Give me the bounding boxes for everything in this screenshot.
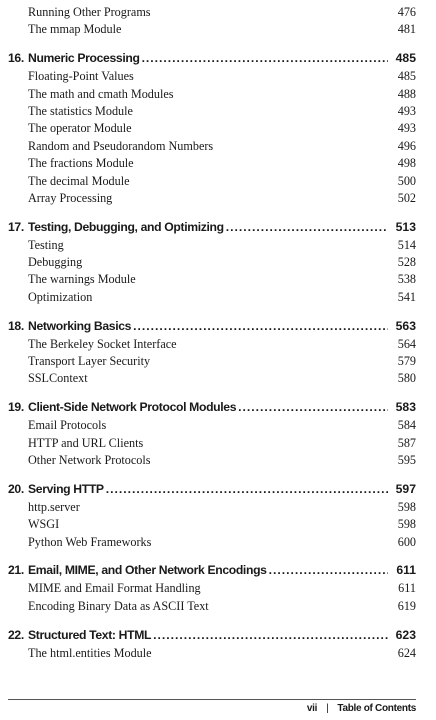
entry-title: Debugging bbox=[28, 255, 83, 270]
dot-leader bbox=[238, 397, 388, 417]
chapter-page-number: 563 bbox=[395, 318, 416, 333]
footer-page-number: vii bbox=[306, 703, 318, 714]
entry-page-number: 611 bbox=[398, 581, 416, 596]
chapter-number: 20. bbox=[8, 481, 24, 496]
dot-leader bbox=[226, 217, 388, 237]
entry-title: The mmap Module bbox=[28, 22, 122, 37]
chapter-number: 21. bbox=[8, 563, 24, 578]
toc-entry bbox=[8, 580, 416, 597]
entry-title: The warnings Module bbox=[28, 272, 136, 287]
toc-entry bbox=[8, 86, 416, 103]
entry-page-number: 580 bbox=[397, 371, 416, 386]
entry-title: Python Web Frameworks bbox=[28, 534, 152, 549]
table-of-contents bbox=[8, 4, 416, 662]
chapter-page-number: 513 bbox=[395, 219, 416, 234]
toc-entry bbox=[8, 155, 416, 172]
entry-title: The math and cmath Modules bbox=[28, 86, 174, 101]
entry-page-number: 598 bbox=[397, 499, 416, 514]
entry-page-number: 624 bbox=[397, 645, 416, 660]
toc-entry bbox=[8, 534, 416, 551]
toc-entry bbox=[8, 645, 416, 662]
entry-title: SSLContext bbox=[28, 371, 88, 386]
entry-page-number: 538 bbox=[397, 272, 416, 287]
entry-page-number: 528 bbox=[397, 255, 416, 270]
chapter-page-number: 623 bbox=[395, 627, 416, 642]
entry-page-number: 619 bbox=[397, 598, 416, 613]
entry-page-number: 485 bbox=[397, 69, 416, 84]
toc-entry bbox=[8, 190, 416, 207]
entry-title: Random and Pseudorandom Numbers bbox=[28, 138, 214, 153]
toc-chapter bbox=[8, 625, 416, 645]
toc-entry bbox=[8, 516, 416, 533]
toc-entry bbox=[8, 138, 416, 155]
toc-entry bbox=[8, 289, 416, 306]
entry-page-number: 496 bbox=[397, 138, 416, 153]
toc-chapter bbox=[8, 397, 416, 417]
toc-entry bbox=[8, 173, 416, 190]
toc-entry bbox=[8, 598, 416, 615]
dot-leader bbox=[142, 48, 388, 68]
dot-leader bbox=[133, 316, 388, 336]
dot-leader bbox=[153, 625, 388, 645]
entry-title: The operator Module bbox=[28, 121, 132, 136]
entry-page-number: 493 bbox=[397, 121, 416, 136]
toc-entry bbox=[8, 370, 416, 387]
entry-title: MIME and Email Format Handling bbox=[28, 581, 201, 596]
entry-title: Other Network Protocols bbox=[28, 452, 151, 467]
entry-title: Transport Layer Security bbox=[28, 354, 151, 369]
entry-page-number: 579 bbox=[397, 354, 416, 369]
toc-chapter bbox=[8, 316, 416, 336]
toc-entry bbox=[8, 417, 416, 434]
entry-title: The html.entities Module bbox=[28, 645, 152, 660]
toc-entry bbox=[8, 452, 416, 469]
entry-title: Optimization bbox=[28, 289, 93, 304]
toc-chapter bbox=[8, 560, 416, 580]
entry-title: Email Protocols bbox=[28, 418, 107, 433]
entry-title: WSGI bbox=[28, 517, 60, 532]
chapter-number: 18. bbox=[8, 318, 24, 333]
chapter-title: Email, MIME, and Other Network Encodings bbox=[28, 563, 267, 578]
toc-entry bbox=[8, 254, 416, 271]
entry-page-number: 595 bbox=[397, 452, 416, 467]
toc-entry bbox=[8, 336, 416, 353]
entry-title: Array Processing bbox=[28, 190, 113, 205]
chapter-number: 17. bbox=[8, 219, 24, 234]
chapter-page-number: 597 bbox=[395, 481, 416, 496]
dot-leader bbox=[106, 479, 388, 499]
chapter-title: Client-Side Network Protocol Modules bbox=[28, 400, 237, 415]
dot-leader bbox=[269, 560, 388, 580]
toc-entry bbox=[8, 237, 416, 254]
entry-page-number: 481 bbox=[397, 22, 416, 37]
entry-title: HTTP and URL Clients bbox=[28, 435, 144, 450]
toc-entry bbox=[8, 353, 416, 370]
toc-entry bbox=[8, 103, 416, 120]
entry-page-number: 564 bbox=[397, 336, 416, 351]
entry-page-number: 498 bbox=[397, 156, 416, 171]
toc-entry bbox=[8, 499, 416, 516]
entry-title: The Berkeley Socket Interface bbox=[28, 336, 177, 351]
toc-entry bbox=[8, 435, 416, 452]
chapter-title: Structured Text: HTML bbox=[28, 627, 152, 642]
entry-page-number: 488 bbox=[397, 86, 416, 101]
chapter-number: 16. bbox=[8, 51, 24, 66]
page-footer bbox=[307, 703, 416, 714]
toc-chapter bbox=[8, 217, 416, 237]
footer-section-title: Table of Contents bbox=[337, 703, 416, 714]
chapter-title: Numeric Processing bbox=[28, 51, 140, 66]
footer-separator: | bbox=[326, 703, 329, 714]
toc-chapter bbox=[8, 479, 416, 499]
chapter-page-number: 583 bbox=[395, 400, 416, 415]
entry-page-number: 587 bbox=[397, 435, 416, 450]
chapter-title: Testing, Debugging, and Optimizing bbox=[28, 219, 224, 234]
entry-page-number: 476 bbox=[397, 5, 416, 19]
toc-entry bbox=[8, 120, 416, 137]
entry-page-number: 500 bbox=[397, 173, 416, 188]
entry-title: The fractions Module bbox=[28, 156, 134, 171]
footer-rule bbox=[8, 699, 416, 700]
entry-title: Testing bbox=[28, 237, 64, 252]
entry-page-number: 598 bbox=[397, 517, 416, 532]
toc-entry bbox=[8, 68, 416, 85]
entry-page-number: 493 bbox=[397, 103, 416, 118]
entry-title: The statistics Module bbox=[28, 103, 133, 118]
entry-title: Running Other Programs bbox=[28, 5, 151, 19]
entry-title: The decimal Module bbox=[28, 173, 130, 188]
chapter-page-number: 485 bbox=[395, 51, 416, 66]
toc-entry bbox=[8, 4, 416, 21]
chapter-number: 19. bbox=[8, 400, 24, 415]
toc-chapter bbox=[8, 48, 416, 68]
entry-title: Floating-Point Values bbox=[28, 69, 134, 84]
entry-page-number: 541 bbox=[397, 289, 416, 304]
entry-page-number: 502 bbox=[397, 190, 416, 205]
entry-page-number: 514 bbox=[397, 237, 416, 252]
entry-title: http.server bbox=[28, 499, 80, 514]
chapter-number: 22. bbox=[8, 627, 24, 642]
entry-page-number: 600 bbox=[397, 534, 416, 549]
entry-title: Encoding Binary Data as ASCII Text bbox=[28, 598, 209, 613]
toc-entry bbox=[8, 21, 416, 38]
toc-entry bbox=[8, 271, 416, 288]
entry-page-number: 584 bbox=[397, 418, 416, 433]
chapter-title: Serving HTTP bbox=[28, 481, 104, 496]
chapter-page-number: 611 bbox=[396, 563, 416, 578]
chapter-title: Networking Basics bbox=[28, 318, 132, 333]
